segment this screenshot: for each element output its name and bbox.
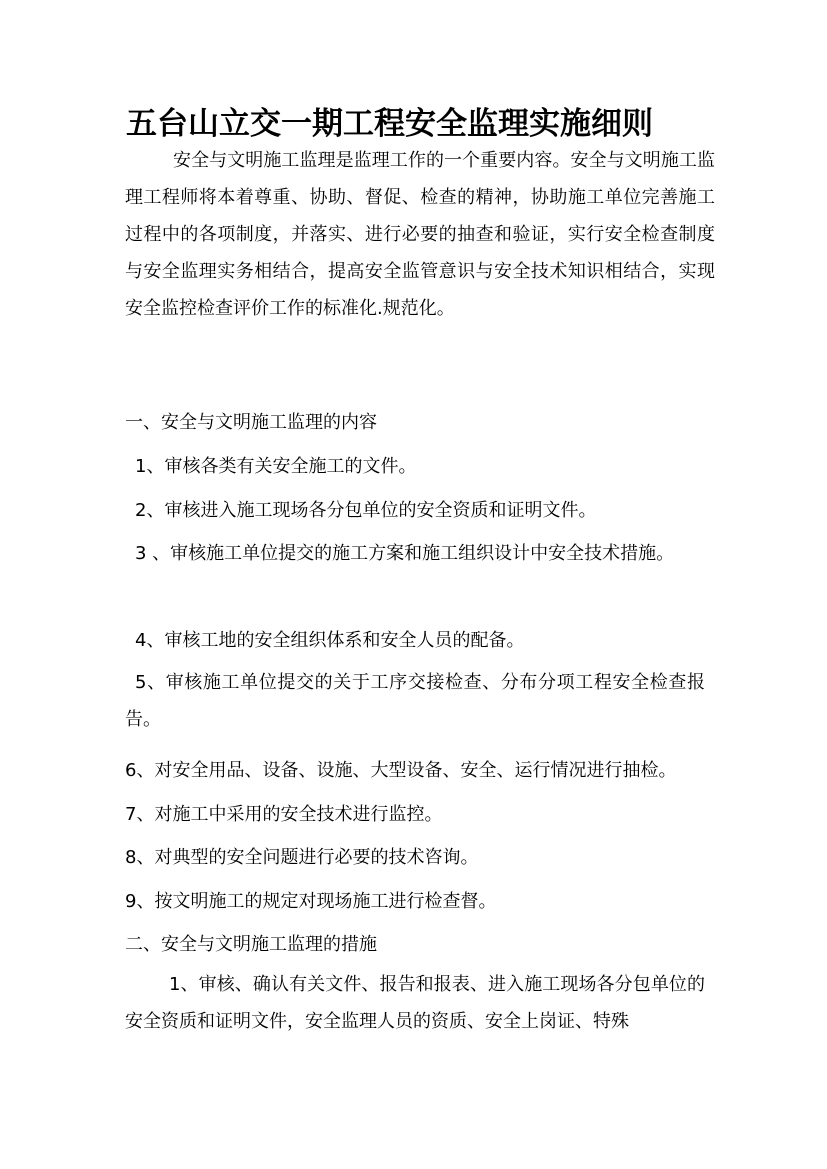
list-item: 9、按文明施工的规定对现场施工进行检查督。 [125, 891, 497, 912]
list-item: 7、对施工中采用的安全技术进行监控。 [125, 804, 443, 825]
list-item: 6、对安全用品、设备、设施、大型设备、安全、运行情况进行抽检。 [125, 760, 677, 781]
list-item: 4、审核工地的安全组织体系和安全人员的配备。 [135, 630, 525, 651]
list-item: 3 、审核施工单位提交的施工方案和施工组织设计中安全技术措施。 [135, 543, 675, 564]
section-2-paragraph: 1、审核、确认有关文件、报告和报表、进入施工现场各分包单位的安全资质和证明文件，安全监理人员的资质、安全上岗证、特殊 [125, 974, 705, 1032]
list-item: 1、审核各类有关安全施工的文件。 [135, 456, 417, 477]
section-1-heading: 一、安全与文明施工监理的内容 [125, 412, 377, 433]
list-item: 5、审核施工单位提交的关于工序交接检查、分布分项工程安全检查报告。 [125, 672, 705, 730]
list-item: 2、审核进入施工现场各分包单位的安全资质和证明文件。 [135, 500, 597, 521]
section-2-heading: 二、安全与文明施工监理的措施 [125, 934, 377, 955]
document-title: 五台山立交一期工程安全监理实施细则 [126, 106, 653, 142]
intro-paragraph: 安全与文明施工监理是监理工作的一个重要内容。安全与文明施工监理工程师将本着尊重、协助、督促、检查的精神，协助施工单位完善施工过程中的各项制度，并落实、进行必要的抽查和验证，实行安全检查制度与安全监理实务相结合，提高安全监管意识与安全技术知识相结合，实现安全监控检查评价工作的标准化.规范化。 [125, 150, 715, 319]
list-item: 8、对典型的安全问题进行必要的技术咨询。 [125, 847, 479, 868]
